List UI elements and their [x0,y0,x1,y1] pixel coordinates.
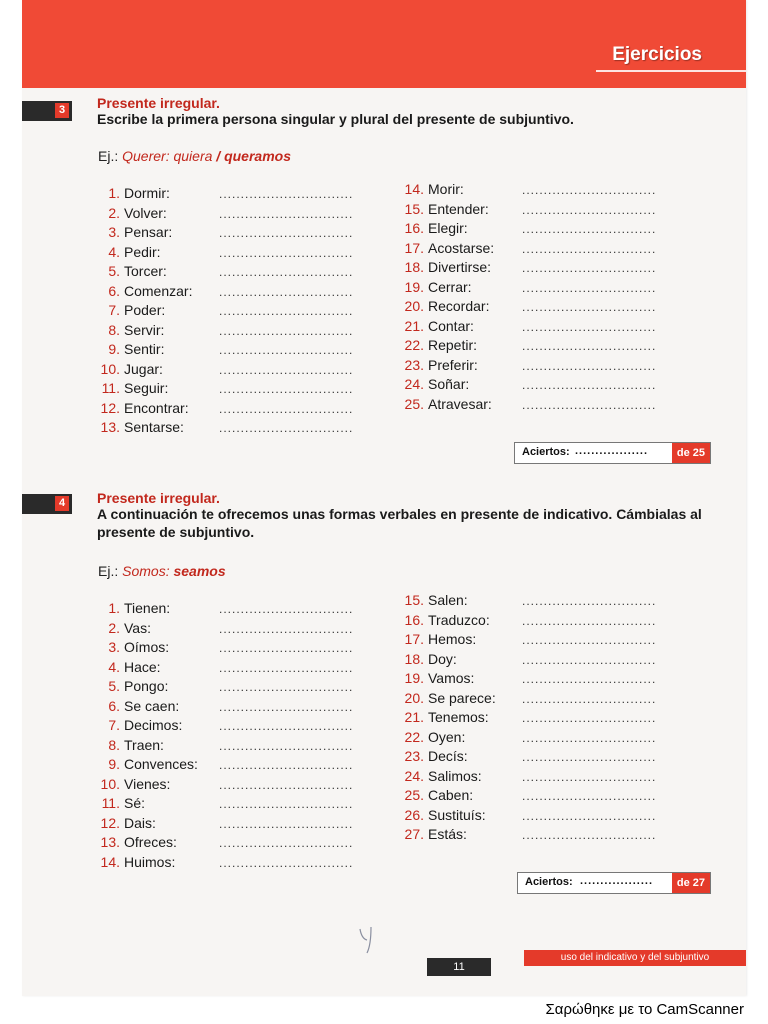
item-verb: Dais: [124,814,156,831]
item-number: 25. [404,395,424,412]
item-verb: Pongo: [124,678,169,694]
exercise-item [92,698,179,717]
item-number: 2. [108,619,120,636]
answer-blank[interactable]: ............................... [219,797,354,811]
item-number: 16. [404,220,424,236]
exercise-item [396,651,457,670]
exercise-item [92,400,189,419]
exercise-item [396,826,467,845]
item-verb: Soñar: [428,376,470,392]
item-verb: Cerrar: [428,278,472,295]
exercise-item [92,283,192,302]
item-number: 21. [404,317,424,334]
exercise-item [92,776,170,795]
score-total: de 25 [672,443,710,463]
answer-blank[interactable]: ............................... [522,730,657,745]
answer-blank[interactable]: ............................... [219,265,354,279]
exercise-item [92,263,167,282]
item-number: 16. [404,611,424,628]
exercise-item [92,620,151,639]
section-instruction: A continuación te ofrecemos unas formas verbales en presente de indicativo. Cámbialas al presente de subjuntivo. [97,506,702,540]
item-number: 19. [404,670,424,686]
section-title: Presente irregular. [97,95,220,111]
exercise-item [92,185,170,204]
item-number: 11. [101,795,120,811]
item-verb: Servir: [124,321,165,338]
item-verb: Oímos: [124,639,170,655]
item-verb: Encontrar: [124,399,189,416]
exercise-item [396,709,489,728]
item-number: 18. [404,650,424,667]
answer-blank[interactable]: ............................... [219,187,354,201]
item-number: 26. [404,806,424,823]
exercise-item [396,376,469,395]
answer-blank[interactable]: ............................... [522,769,657,784]
answer-blank[interactable]: ............................... [219,719,354,733]
exercise-item [396,357,478,376]
pencil-mark-icon [357,925,377,955]
item-verb: Vas: [124,619,151,636]
example-prefix: Ej.: [98,563,123,579]
answer-blank[interactable]: ............................... [522,241,657,256]
section-title: Presente irregular. [97,490,220,506]
page-number: 11 [427,958,491,976]
exercise-item [92,756,198,775]
answer-blank[interactable]: ............................... [522,789,657,803]
item-verb: Volver: [124,204,167,221]
header-rule [596,70,746,72]
item-number: 27. [404,826,424,842]
item-verb: Sentarse: [124,419,184,435]
exercise-item [396,768,482,787]
exercise-item [396,729,465,748]
answer-blank[interactable]: ............................... [219,343,354,357]
item-verb: Recordar: [428,298,490,314]
item-verb: Seguir: [124,380,169,396]
item-verb: Estás: [428,826,467,842]
example-answer-plural: queramos [224,148,291,164]
item-number: 4. [108,658,120,675]
exercise-item [92,678,168,697]
item-verb: Huimos: [124,853,176,870]
item-verb: Oyen: [428,728,466,745]
answer-blank[interactable]: ............................... [219,323,354,338]
answer-blank[interactable]: ............................... [522,672,657,686]
item-verb: Traen: [124,736,164,753]
score-blank[interactable]: .................. [575,445,649,457]
exercise-item [92,795,145,814]
answer-blank[interactable]: ............................... [219,304,354,318]
answer-blank[interactable]: ............................... [219,421,354,435]
item-number: 14. [404,181,424,197]
item-verb: Comenzar: [124,282,193,299]
answer-blank[interactable]: ............................... [522,808,657,823]
item-number: 15. [404,592,424,608]
item-number: 11. [101,380,120,396]
example-verb: Querer: [122,148,170,164]
exercise-item [396,592,468,611]
answer-blank[interactable]: ............................... [219,206,354,221]
answer-blank[interactable]: ............................... [522,613,657,628]
item-number: 20. [404,298,424,314]
example-prefix: Ej.: [98,148,123,164]
item-number: 21. [404,709,424,725]
exercise-item [396,259,491,278]
answer-blank[interactable]: ............................... [219,245,354,260]
item-number: 25. [404,787,424,803]
answer-blank[interactable]: ............................... [522,222,657,236]
item-number: 2. [108,204,120,221]
item-number: 3. [108,224,120,240]
exercise-item [396,787,473,806]
answer-blank[interactable]: ............................... [219,226,354,240]
answer-blank[interactable]: ............................... [219,680,354,694]
answer-blank[interactable]: ............................... [219,401,354,416]
item-verb: Preferir: [428,356,478,373]
item-verb: Vamos: [428,670,475,686]
item-verb: Dormir: [124,185,170,201]
item-verb: Torcer: [124,263,167,279]
answer-blank[interactable]: ............................... [219,738,354,753]
item-number: 4. [108,243,120,260]
exercise-item [92,205,167,224]
item-number: 1. [108,185,120,201]
item-number: 1. [108,600,120,616]
exercise-item [92,834,177,853]
item-number: 22. [404,728,424,745]
item-number: 12. [100,399,120,416]
answer-blank[interactable]: ............................... [219,382,354,396]
item-number: 23. [404,356,424,373]
example-separator: / [216,148,221,164]
item-verb: Elegir: [428,220,468,236]
exercise-item [396,807,486,826]
example-answer: seamos [173,563,226,579]
item-verb: Contar: [428,317,474,334]
workbook-page [22,0,746,996]
item-verb: Salen: [428,592,468,608]
score-box [517,872,711,894]
answer-blank[interactable]: ............................... [522,633,657,647]
item-number: 24. [404,767,424,784]
item-number: 18. [404,259,424,275]
exercise-item [92,224,172,243]
answer-blank[interactable]: ............................... [522,300,657,314]
item-number: 24. [404,376,424,392]
answer-blank[interactable]: ............................... [522,378,657,392]
example-line [98,148,291,164]
answer-blank[interactable]: ............................... [522,711,657,725]
exercise-item [92,380,168,399]
answer-blank[interactable]: ............................... [522,280,657,295]
item-verb: Vienes: [124,775,171,792]
item-verb: Poder: [124,302,166,318]
item-verb: Tienen: [124,600,171,616]
item-verb: Hace: [124,658,161,675]
exercise-item [396,201,489,220]
header-title: Ejercicios [612,44,702,65]
item-verb: Pedir: [124,243,161,260]
example-verb: Somos: [122,563,170,579]
section-number: 3 [55,103,69,118]
item-number: 7. [108,717,120,733]
exercise-item [92,244,161,263]
score-total: de 27 [672,873,710,893]
item-verb: Hemos: [428,631,477,647]
exercise-item [92,322,164,341]
exercise-item [92,737,164,756]
item-number: 22. [404,337,424,353]
item-verb: Tenemos: [428,709,489,725]
item-number: 15. [404,200,424,217]
answer-blank[interactable]: ............................... [219,362,354,377]
answer-blank[interactable]: ............................... [219,836,354,850]
answer-blank[interactable]: ............................... [522,828,657,842]
answer-blank[interactable]: ............................... [219,855,354,870]
item-number: 10. [100,360,120,377]
item-number: 13. [100,419,120,435]
item-number: 8. [108,321,120,338]
answer-blank[interactable]: ............................... [522,652,657,667]
section-number-badge [22,494,72,514]
answer-blank[interactable]: ............................... [219,641,354,655]
item-verb: Sé: [124,795,146,811]
answer-blank[interactable]: ............................... [219,621,354,636]
answer-blank[interactable]: ............................... [522,202,657,217]
item-number: 6. [108,697,120,714]
item-verb: Jugar: [124,360,163,377]
answer-blank[interactable]: ............................... [219,660,354,675]
exercise-item [396,670,474,689]
answer-blank[interactable]: ............................... [522,358,657,373]
item-verb: Divertirse: [428,259,492,275]
item-verb: Morir: [428,181,464,197]
answer-blank[interactable]: ............................... [219,284,354,299]
section-instruction: Escribe la primera persona singular y plural del presente de subjuntivo. [97,111,574,127]
exercise-item [92,361,163,380]
exercise-item [92,659,161,678]
exercise-item [396,181,464,200]
item-number: 6. [108,282,120,299]
answer-blank[interactable]: ............................... [522,261,657,275]
item-number: 13. [100,834,120,850]
exercise-item [396,748,468,767]
item-verb: Repetir: [428,337,478,353]
answer-blank[interactable]: ............................... [219,777,354,792]
item-number: 3. [108,639,120,655]
exercise-item [92,717,182,736]
answer-blank[interactable]: ............................... [522,339,657,353]
score-label: Aciertos: [525,876,573,888]
example-answer: quiera [173,148,213,164]
scanner-watermark: Σαρώθηκε με το CamScanner [545,1001,744,1018]
answer-blank[interactable]: ............................... [522,750,657,764]
item-verb: Sentir: [124,341,165,357]
answer-blank[interactable]: ............................... [219,816,354,831]
item-number: 19. [404,278,424,295]
item-verb: Caben: [428,787,474,803]
item-number: 10. [100,775,120,792]
item-number: 23. [404,748,424,764]
item-number: 14. [100,853,120,870]
exercise-item [92,639,169,658]
exercise-item [92,302,165,321]
item-verb: Se caen: [124,697,180,714]
item-number: 7. [108,302,120,318]
exercise-item [396,337,477,356]
exercise-item [92,600,170,619]
item-number: 5. [108,263,120,279]
exercise-item [396,690,496,709]
item-number: 9. [108,756,120,772]
exercise-item [396,220,468,239]
item-number: 9. [108,341,120,357]
exercise-item [92,419,184,438]
item-verb: Ofreces: [124,834,177,850]
answer-blank[interactable]: ............................... [219,699,354,714]
item-verb: Traduzco: [428,611,490,628]
score-label: Aciertos: [522,446,570,458]
section-number: 4 [55,496,69,511]
exercise-item [396,279,472,298]
answer-blank[interactable]: ............................... [522,397,657,412]
exercise-item [396,631,476,650]
exercise-item [92,341,164,360]
item-number: 20. [404,689,424,706]
exercise-item [396,396,492,415]
item-verb: Atravesar: [428,395,492,412]
exercise-item [396,298,489,317]
answer-blank[interactable]: ............................... [522,594,657,608]
item-number: 8. [108,736,120,753]
item-number: 5. [108,678,120,694]
item-verb: Entender: [428,200,489,217]
answer-blank[interactable]: ............................... [219,602,354,616]
item-verb: Decís: [428,748,468,764]
section-number-badge [22,101,72,121]
item-verb: Sustituís: [428,806,486,823]
answer-blank[interactable]: ............................... [522,691,657,706]
example-line [98,563,226,579]
answer-blank[interactable]: ............................... [522,183,657,197]
exercise-item [92,854,175,873]
footer-section-text: uso del indicativo y del subjuntivo [560,952,710,963]
item-verb: Salimos: [428,767,482,784]
exercise-item [396,240,494,259]
item-number: 12. [100,814,120,831]
exercise-item [92,815,156,834]
page-header [22,0,746,88]
exercise-item [396,612,490,631]
exercise-item [396,318,474,337]
item-verb: Doy: [428,650,457,667]
answer-blank[interactable]: ............................... [219,758,354,772]
score-blank[interactable]: .................. [580,875,654,887]
score-box [514,442,711,464]
item-verb: Se parece: [428,689,496,706]
answer-blank[interactable]: ............................... [522,319,657,334]
item-number: 17. [404,239,424,256]
item-verb: Convences: [124,756,198,772]
item-verb: Pensar: [124,224,173,240]
item-verb: Acostarse: [428,239,495,256]
item-verb: Decimos: [124,717,183,733]
item-number: 17. [404,631,424,647]
